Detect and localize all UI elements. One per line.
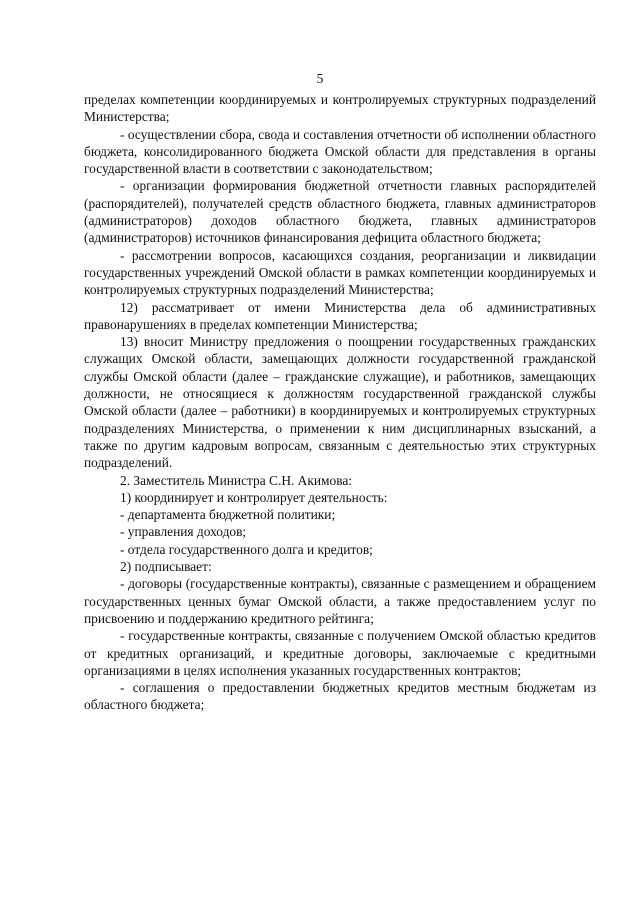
- paragraph: 1) координирует и контролирует деятельность:: [120, 489, 388, 505]
- paragraph: 2) подписывает:: [120, 559, 212, 575]
- document-body: [84, 91, 596, 714]
- paragraph: 13) вносит Министру предложения о поощрении государственных гражданских служащих Омской области, замещающих должности государственной гражданской службы Омской области (далее – гражданские служащие), и работников, замещающих должности, не относящиеся к должностям государственной гражданской службы Омской области (далее – работники) в координируемых и контролируемых структурных подразделениях Министерства, о применении к ним дисциплинарных взысканий, а также по другим кадровым вопросам, связанным с деятельностью этих структурных подразделений.: [84, 334, 596, 471]
- paragraph: 12) рассматривает от имени Министерства дела об административных правонарушениях в пределах компетенции Министерства;: [84, 299, 596, 332]
- paragraph: - управления доходов;: [120, 524, 247, 540]
- page-number: 5: [316, 71, 324, 86]
- paragraph: - договоры (государственные контракты), связанные с размещением и обращением государственных ценных бумаг Омской области, а также предоставлением услуг по присвоению и поддержанию кредитного рейтинга;: [84, 576, 596, 626]
- paragraph: пределах компетенции координируемых и контролируемых структурных подразделений Министерства;: [84, 92, 596, 125]
- paragraph: 2. Заместитель Министра С.Н. Акимова:: [120, 472, 353, 488]
- paragraph: - осуществлении сбора, свода и составления отчетности об исполнении областного бюджета, консолидированного бюджета Омской области для представления в органы государственной власти в соответствии с законодательством;: [84, 126, 596, 177]
- paragraph: - организации формирования бюджетной отчетности главных распорядителей (распорядителей), получателей средств областного бюджета, главных администраторов (администраторов) доходов областного бюджета, главных администраторов (администраторов) источников финансирования дефицита областного бюджета;: [84, 178, 596, 246]
- paragraph: - отдела государственного долга и кредитов;: [120, 541, 373, 557]
- paragraph: - соглашения о предоставлении бюджетных кредитов местным бюджетам из областного бюджета;: [84, 680, 596, 713]
- paragraph: - департамента бюджетной политики;: [120, 507, 336, 523]
- paragraph: - рассмотрении вопросов, касающихся создания, реорганизации и ликвидации государственных учреждений Омской области в рамках компетенции координируемых и контролируемых структурных подразделений Министерства;: [84, 247, 596, 298]
- paragraph: - государственные контракты, связанные с получением Омской областью кредитов от кредитных организаций, и кредитные договоры, заключаемые с кредитными организациями в целях исполнения указанных государственных контрактов;: [84, 628, 596, 678]
